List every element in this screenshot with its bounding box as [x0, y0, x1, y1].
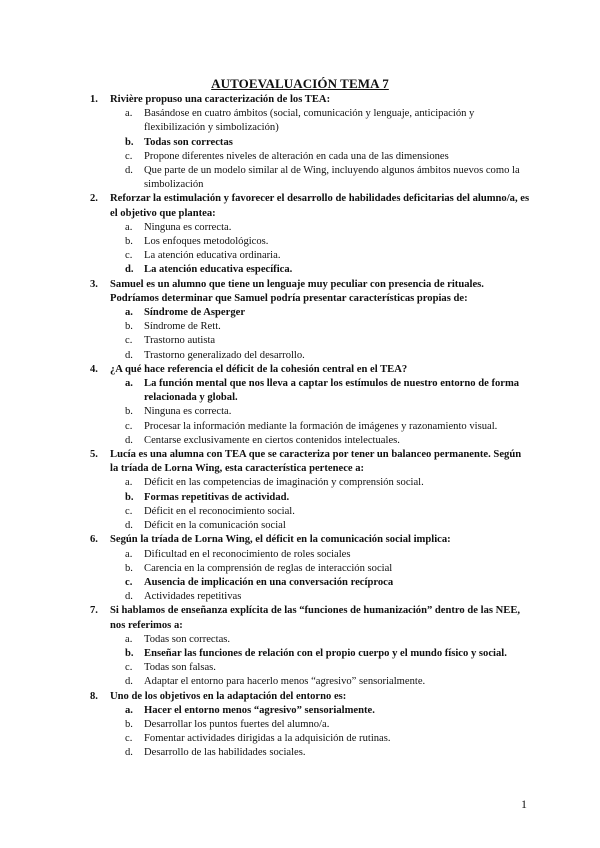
question-number: 5. — [90, 449, 98, 461]
answer-option — [125, 221, 530, 235]
option-text: Déficit en la comunicación social — [144, 520, 286, 532]
option-text: La atención educativa específica. — [144, 264, 293, 276]
question-text — [90, 604, 530, 632]
question-statement: Samuel es un alumno que tiene un lenguaje muy peculiar con presencia de rituales. Podríamos determinar que Samuel podría presentar características propias de: — [110, 278, 484, 304]
option-text: Los enfoques metodológicos. — [144, 236, 269, 248]
option-list — [125, 377, 530, 448]
answer-option — [125, 434, 530, 448]
option-text: Ninguna es correcta. — [144, 406, 232, 418]
question-text — [90, 192, 530, 220]
answer-option — [125, 718, 530, 732]
question-text — [90, 690, 530, 704]
answer-option — [125, 320, 530, 334]
option-letter: c. — [125, 420, 133, 432]
option-letter: c. — [125, 576, 133, 588]
question-number: 8. — [90, 690, 98, 702]
option-text: Dificultad en el reconocimiento de roles sociales — [144, 548, 351, 560]
option-list — [125, 107, 530, 192]
answer-option — [125, 107, 530, 135]
question-text — [90, 448, 530, 476]
option-letter: c. — [125, 150, 133, 162]
answer-option — [125, 249, 530, 263]
question-statement: Reforzar la estimulación y favorecer el desarrollo de habilidades deficitarias del alumno/a, es el objetivo que plantea: — [110, 193, 530, 219]
option-text: Hacer el entorno menos “agresivo” sensorialmente. — [144, 704, 375, 716]
option-text: Basándose en cuatro ámbitos (social, comunicación y lenguaje, anticipación y flexibilización y simbolización) — [144, 108, 475, 134]
option-letter: b. — [125, 647, 134, 659]
option-text: Centarse exclusivamente en ciertos contenidos intelectuales. — [144, 434, 400, 446]
answer-option — [125, 405, 530, 419]
option-text: Enseñar las funciones de relación con el propio cuerpo y el mundo físico y social. — [144, 647, 507, 659]
option-letter: c. — [125, 505, 133, 517]
answer-option — [125, 633, 530, 647]
answer-option-correct — [125, 704, 530, 718]
answer-option — [125, 476, 530, 490]
question-2 — [90, 192, 530, 277]
question-number: 2. — [90, 193, 98, 205]
question-number: 4. — [90, 363, 98, 375]
question-statement: Según la tríada de Lorna Wing, el déficit en la comunicación social implica: — [110, 534, 451, 546]
question-text — [90, 93, 530, 107]
option-letter: a. — [125, 704, 133, 716]
answer-option-correct — [125, 306, 530, 320]
answer-option-correct — [125, 491, 530, 505]
option-letter: d. — [125, 434, 133, 446]
answer-option — [125, 661, 530, 675]
option-list — [125, 548, 530, 605]
answer-option — [125, 505, 530, 519]
answer-option — [125, 519, 530, 533]
option-text: Que parte de un modelo similar al de Wing, incluyendo algunos ámbitos nuevos como la simbolización — [144, 165, 520, 191]
question-number: 7. — [90, 605, 98, 617]
option-text: Todas son correctas. — [144, 633, 231, 645]
option-letter: c. — [125, 335, 133, 347]
question-1 — [90, 93, 530, 192]
option-text: Ninguna es correcta. — [144, 221, 232, 233]
question-3 — [90, 278, 530, 363]
option-letter: a. — [125, 307, 133, 319]
answer-option — [125, 548, 530, 562]
option-letter: a. — [125, 477, 133, 489]
option-letter: a. — [125, 108, 133, 120]
page-number: 1 — [521, 797, 527, 811]
question-number: 6. — [90, 534, 98, 546]
answer-option — [125, 334, 530, 348]
question-8 — [90, 690, 530, 761]
option-text: Síndrome de Rett. — [144, 321, 221, 333]
answer-option-correct — [125, 136, 530, 150]
option-list — [125, 704, 530, 761]
option-text: Todas son falsas. — [144, 662, 216, 674]
option-text: Carencia en la comprensión de reglas de interacción social — [144, 562, 393, 574]
option-letter: b. — [125, 321, 133, 333]
option-text: Síndrome de Asperger — [144, 307, 246, 319]
answer-option — [125, 562, 530, 576]
option-letter: b. — [125, 236, 133, 248]
option-letter: d. — [125, 165, 133, 177]
option-text: Fomentar actividades dirigidas a la adquisición de rutinas. — [144, 733, 391, 745]
option-letter: b. — [125, 562, 133, 574]
option-letter: b. — [125, 136, 134, 148]
option-letter: a. — [125, 548, 133, 560]
question-list — [90, 93, 530, 761]
option-text: Propone diferentes niveles de alteración en cada una de las dimensiones — [144, 150, 449, 162]
answer-option — [125, 164, 530, 192]
option-letter: d. — [125, 520, 133, 532]
answer-option-correct — [125, 377, 530, 405]
option-letter: b. — [125, 718, 133, 730]
option-text: Déficit en el reconocimiento social. — [144, 505, 295, 517]
option-letter: b. — [125, 491, 134, 503]
option-text: Trastorno autista — [144, 335, 216, 347]
option-text: Desarrollo de las habilidades sociales. — [144, 747, 306, 759]
option-text: Actividades repetitivas — [144, 591, 242, 603]
option-text: Todas son correctas — [144, 136, 233, 148]
question-statement: Si hablamos de enseñanza explícita de las “funciones de humanización” dentro de las NEE, nos referimos a: — [110, 605, 521, 631]
option-letter: a. — [125, 633, 133, 645]
question-4 — [90, 363, 530, 448]
page-title: AUTOEVALUACIÓN TEMA 7 — [211, 76, 389, 91]
answer-option-correct — [125, 263, 530, 277]
question-7 — [90, 604, 530, 689]
question-text — [90, 278, 530, 306]
option-text: Ausencia de implicación en una conversación recíproca — [144, 576, 394, 588]
answer-option — [125, 349, 530, 363]
question-6 — [90, 533, 530, 604]
option-letter: d. — [125, 591, 133, 603]
question-statement: Lucía es una alumna con TEA que se caracteriza por tener un balanceo permanente. Según la tríada de Lorna Wing, esta característica pertenece a: — [110, 449, 522, 475]
answer-option-correct — [125, 576, 530, 590]
option-list — [125, 221, 530, 278]
answer-option — [125, 590, 530, 604]
option-letter: d. — [125, 264, 134, 276]
question-5 — [90, 448, 530, 533]
option-letter: c. — [125, 250, 133, 262]
option-text: Procesar la información mediante la formación de imágenes y razonamiento visual. — [144, 420, 498, 432]
question-statement: ¿A qué hace referencia el déficit de la cohesión central en el TEA? — [110, 363, 408, 375]
option-letter: d. — [125, 349, 133, 361]
option-list — [125, 633, 530, 690]
option-text: La atención educativa ordinaria. — [144, 250, 281, 262]
answer-option — [125, 732, 530, 746]
question-text — [90, 533, 530, 547]
option-list — [125, 476, 530, 533]
answer-option-correct — [125, 647, 530, 661]
option-list — [125, 306, 530, 363]
question-number: 1. — [90, 94, 98, 105]
option-letter: b. — [125, 406, 133, 418]
option-text: Adaptar el entorno para hacerlo menos “agresivo” sensorialmente. — [144, 676, 426, 688]
answer-option — [125, 675, 530, 689]
option-text: La función mental que nos lleva a captar los estímulos de nuestro entorno de forma relacionada y global. — [144, 378, 520, 404]
question-statement: Uno de los objetivos en la adaptación del entorno es: — [110, 690, 347, 702]
option-text: Formas repetitivas de actividad. — [144, 491, 290, 503]
answer-option — [125, 235, 530, 249]
option-letter: c. — [125, 733, 133, 745]
answer-option — [125, 746, 530, 760]
question-statement: Rivière propuso una caracterización de los TEA: — [110, 94, 331, 105]
option-letter: d. — [125, 747, 133, 759]
option-text: Trastorno generalizado del desarrollo. — [144, 349, 305, 361]
option-letter: c. — [125, 662, 133, 674]
option-letter: d. — [125, 676, 133, 688]
option-text: Déficit en las competencias de imaginación y comprensión social. — [144, 477, 424, 489]
option-letter: a. — [125, 221, 133, 233]
option-text: Desarrollar los puntos fuertes del alumno/a. — [144, 718, 330, 730]
option-letter: a. — [125, 378, 133, 390]
question-text — [90, 363, 530, 377]
answer-option — [125, 150, 530, 164]
answer-option — [125, 420, 530, 434]
question-number: 3. — [90, 278, 98, 290]
